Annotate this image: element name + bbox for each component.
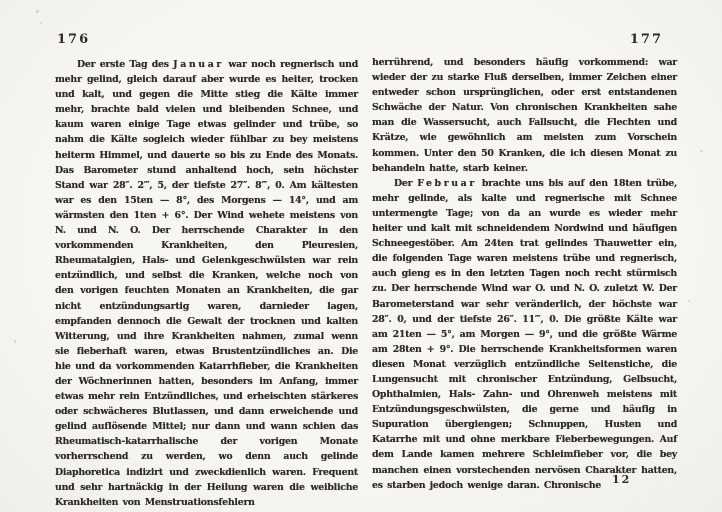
right-page bbox=[372, 30, 677, 493]
january-continuation-paragraph bbox=[372, 55, 677, 176]
january-paragraph bbox=[55, 57, 358, 510]
february-paragraph-lead: Der bbox=[394, 177, 418, 189]
sheet-signature-mark: 12 bbox=[612, 473, 632, 486]
right-page-header bbox=[372, 30, 677, 48]
scan-artifact bbox=[40, 22, 42, 24]
scan-artifact bbox=[36, 10, 39, 13]
february-paragraph bbox=[372, 176, 677, 493]
left-page-number: 176 bbox=[57, 32, 91, 47]
scan-artifact bbox=[700, 150, 703, 152]
january-paragraph-body: war noch regnerisch und mehr gelind, gleich darauf aber wurde es heiter, trocken und kalt, und gegen die Mitte stieg die Kälte immer mehr, brachte bald vielen und bleibenden Schnee, und kaum waren einige Tage etwas gelinder und trübe, so nahm die Kälte sogleich wieder fühlbar zu bey meistens heiterm Himmel, und dauerte so bis zu Ende des Monats. Das Barometer stund anhaltend hoch, sein höchster Stand war 28″. 2‴, 5, der tiefste 27″. 8‴, 0. Am kältesten war es den 15ten — 8°, des Morgens — 14°, und am wärmsten den 1ten + 6°. Der Wind wehete meistens von N. und N. O. Der herrschende Charakter in den vorkommenden Krankheiten, den Pleuresien, Rheumatalgien, Hals- und Gelenkgeschwülsten war rein entzündlich, und selbst die Kranken, welche noch von den vorigen feuchten Monaten an Krankheiten, die gar nicht entzündungsartig waren, darnieder lagen, empfanden dennoch die Gewalt der trocknen und kalten Witterung, und ihre Krankheiten nahmen, zumal wenn sie fieberhaft waren, etwas Brustentzündliches an. Die hie und da vorkommenden Katarrhfieber, die Krankheiten der Wöchnerinnen hatten, besonders im Anfang, immer etwas mehr rein Entzündliches, und erheischten stärkeres oder schwächeres Blutlassen, und dann erweichende und gelind auflösende Mittel; nur dann und wann schien das Rheumatisch-katarrhalische der vorigen Monate vorherrschend zu werden, wo denn auch gelinde Diaphoretica indizirt und zweckdienlich waren. Frequent und sehr hartnäckig in der Heilung waren die weibliche Krankheiten von Menstruationsfehlern bbox=[55, 59, 359, 508]
left-page bbox=[55, 30, 358, 510]
month-name-januar: Januar bbox=[173, 59, 224, 70]
month-name-februar: Februar bbox=[417, 177, 477, 189]
right-page-number: 177 bbox=[629, 32, 663, 47]
scan-artifact bbox=[688, 300, 690, 302]
left-page-header bbox=[55, 30, 358, 48]
february-paragraph-body: brachte uns bis auf den 18ten trübe, mehr gelinde, als kalte und regnerische mit Schnee untermengte Tage; von da an wurde es wieder mehr heiter und kalt mit schneidendem Nordwind und häufigen Schneegestöber. Am 24ten trat gelindes Thauwetter ein, die folgenden Tage waren meistens trübe und regnerisch, auch gieng es in den letzten Tagen noch recht stürmisch zu. Der herrschende Wind war O. und N. O. zuletzt W. Der Barometerstand war sehr veränderlich, der höchste war 28″. 0, und der tiefste 26″. 11‴, 0. Die größte Kälte war am 21ten — 5°, am Morgen — 9°, und die größte Wärme am 28ten + 9°. Die herrschende Krankheitsformen waren diesen Monat verzüglich entzündliche Seitenstiche, die Lungensucht mit chronischer Entzündung, Gelbsucht, Ophthalmien, Hals- Zahn- und Ohrenweh meistens mit Entzündungsgeschwülsten, die gerne und häufig in Supuration übergiengen; Schnuppen, Husten und Katarrhe mit und ohne merkbare Fieberbewegungen. Auf dem Lande kamen mehrere Schleimfieber vor, die bey manchen einen vorstechenden nervösen Charakter hatten, es starben jedoch wenige daran. Chronische bbox=[372, 177, 677, 491]
january-continuation-text: herrührend, und besonders häufig vorkommend: war wieder der zu starke Fluß derselben, immer Zeichen einer entweder schon ursprünglichen, oder erst entstandenen Schwäche der Natur. Von chronischen Krankheiten sahe man die Wassersucht, auch Fallsucht, die Flechten und Krätze, wie gewöhnlich am meisten zum Vorschein kommen. Unter den 50 Kranken, die ich diesen Monat zu behandeln hatte, starb keiner. bbox=[372, 57, 677, 174]
january-paragraph-lead: Der erste Tag des bbox=[77, 59, 174, 70]
scan-artifact bbox=[14, 340, 16, 343]
